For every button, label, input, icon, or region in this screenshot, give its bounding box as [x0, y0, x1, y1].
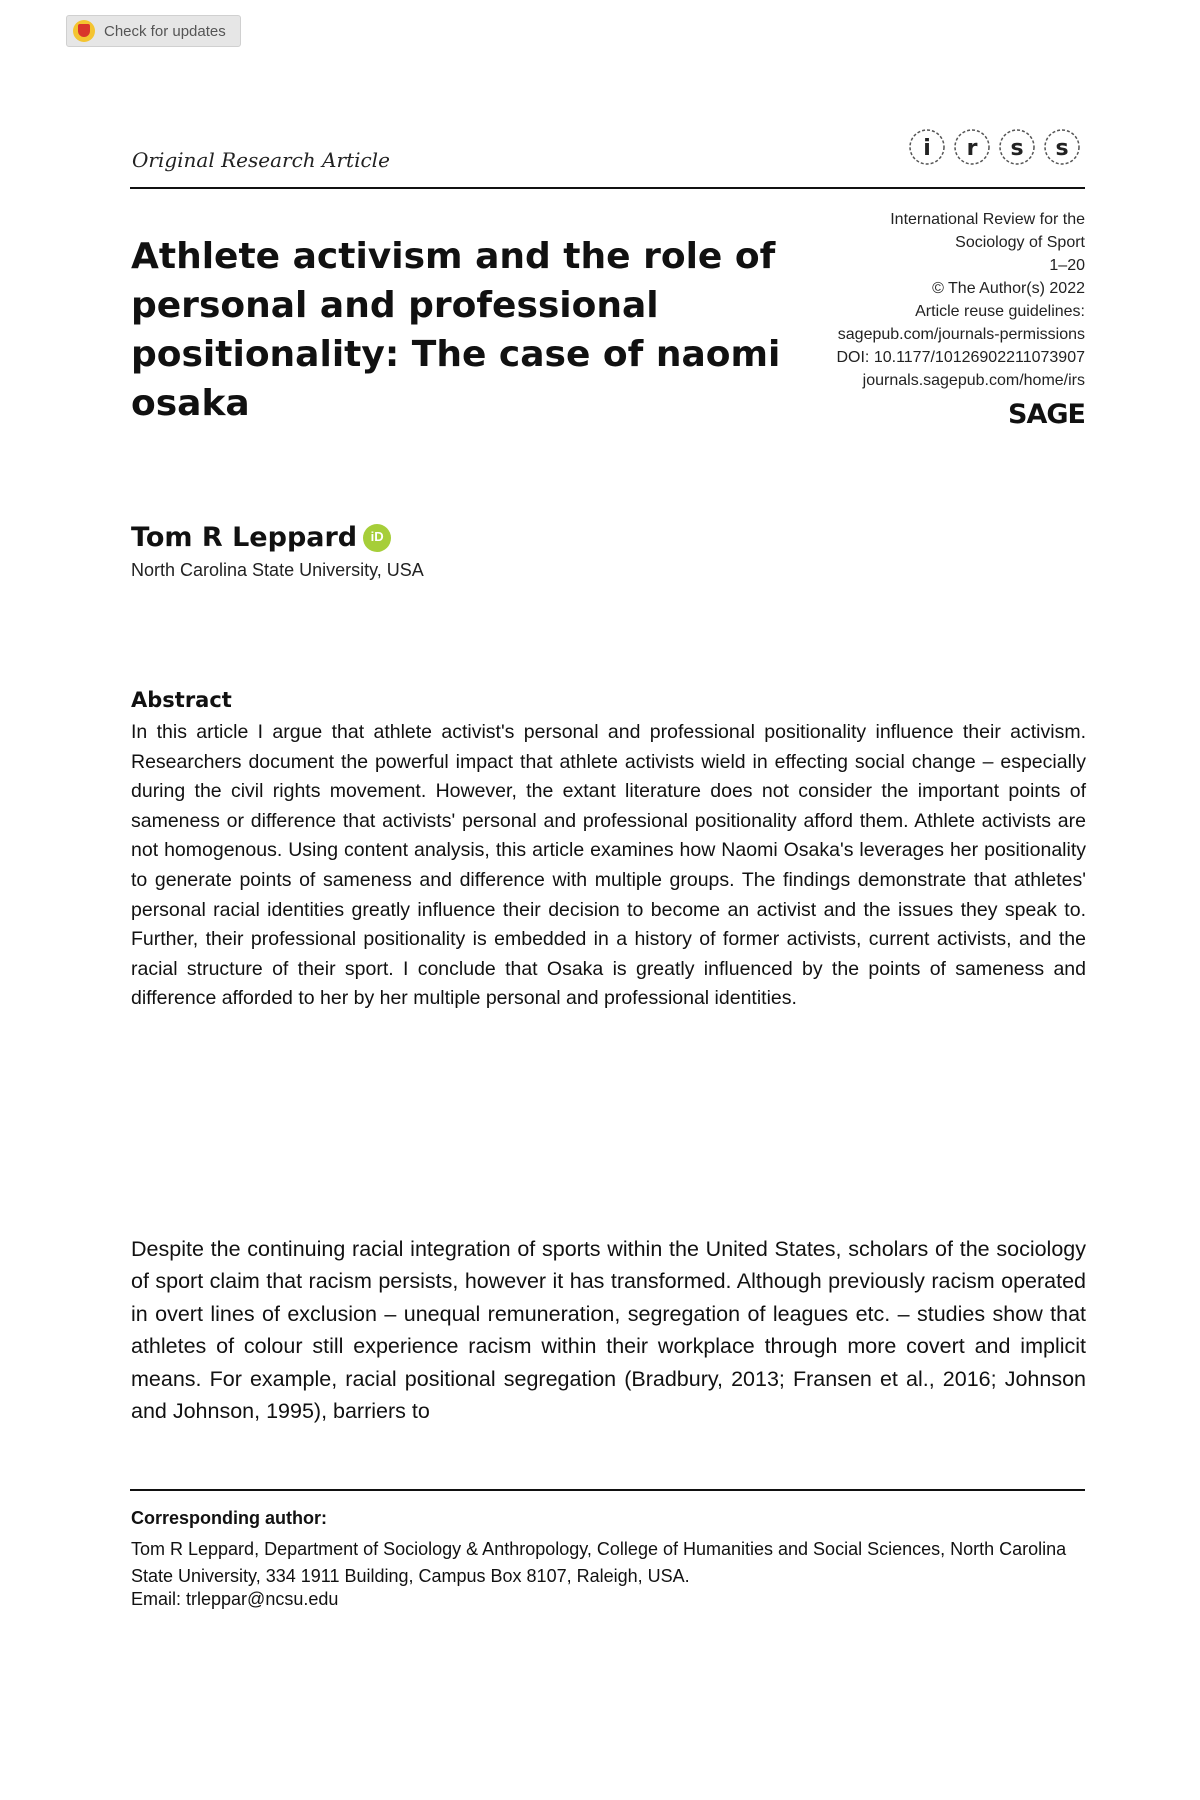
header-divider [130, 187, 1085, 189]
page-range: 1–20 [1049, 257, 1085, 274]
body-paragraph: Despite the continuing racial integration of sports within the United States, scholars of the sociology of sport claim that racism persists, however it has transformed. Although previously racism operated in overt lines of exclusion – unequal remuneration, segregation of leagues etc. – studies show that athletes of colour still experience racism within their workplace through more covert and implicit means. For example, racial positional segregation (Bradbury, 2013; Fransen et al., 2016; Johnson and Johnson, 1995), barriers to [131, 1237, 1086, 1424]
corresponding-author-heading: Corresponding author: [131, 1508, 327, 1528]
abstract-heading: Abstract [131, 688, 232, 712]
article-title: Athlete activism and the role of personal and professional positionality: The case of naomi osaka [131, 236, 781, 424]
orcid-icon[interactable] [363, 524, 391, 552]
irss-journal-logo [905, 127, 1085, 167]
corresponding-author-address: Tom R Leppard, Department of Sociology & Anthropology, College of Humanities and Social Sciences, North Carolina State University, 334 1911 Building, Campus Box 8107, Raleigh, USA. [131, 1539, 1067, 1586]
author-block [131, 522, 391, 553]
footnote-divider [130, 1489, 1085, 1491]
journal-homepage-link[interactable]: journals.sagepub.com/home/irs [862, 372, 1085, 389]
reuse-guidelines-label: Article reuse guidelines: [915, 303, 1085, 320]
author-name: Tom R Leppard [131, 522, 358, 553]
bookmark-update-icon [73, 20, 95, 42]
sage-publisher-logo [975, 398, 1085, 430]
check-for-updates-button[interactable] [66, 15, 241, 47]
author-affiliation: North Carolina State University, USA [131, 560, 424, 580]
check-for-updates-label: Check for updates [104, 22, 226, 40]
journal-name-line2: Sociology of Sport [955, 234, 1085, 251]
reuse-guidelines-link[interactable]: sagepub.com/journals-permissions [837, 326, 1085, 343]
journal-metadata [760, 208, 1085, 392]
corresponding-author-email[interactable]: Email: trleppar@ncsu.edu [131, 1589, 339, 1609]
journal-logo-letter: i [923, 136, 931, 161]
doi-link[interactable]: DOI: 10.1177/10126902211073907 [836, 349, 1085, 366]
journal-logo-letter: s [1055, 136, 1069, 161]
sage-logo-text: SAGE [1008, 398, 1085, 430]
journal-logo-letter: s [1010, 136, 1024, 161]
journal-logo-letter: r [966, 136, 978, 161]
copyright-notice: © The Author(s) 2022 [932, 280, 1085, 297]
abstract-text: In this article I argue that athlete activist's personal and professional positionality influence their activism. Researchers document the powerful impact that athlete activists wield in effecting social change – especially during the civil rights movement. However, the extant literature does not consider the important points of sameness or difference that activists' personal and professional positionality afford them. Athlete activists are not homogenous. Using content analysis, this article examines how Naomi Osaka's leverages her positionality to generate points of sameness and difference with multiple groups. The findings demonstrate that athletes' personal racial identities greatly influence their decision to become an activist and the issues they speak to. Further, their professional positionality is embedded in a history of former activists, current activists, and the racial structure of their sport. I conclude that Osaka is greatly influenced by the points of sameness and difference afforded to her by her multiple personal and professional identities. [131, 721, 1086, 1010]
journal-name-line1: International Review for the [890, 211, 1085, 228]
article-type-label: Original Research Article [132, 148, 390, 172]
